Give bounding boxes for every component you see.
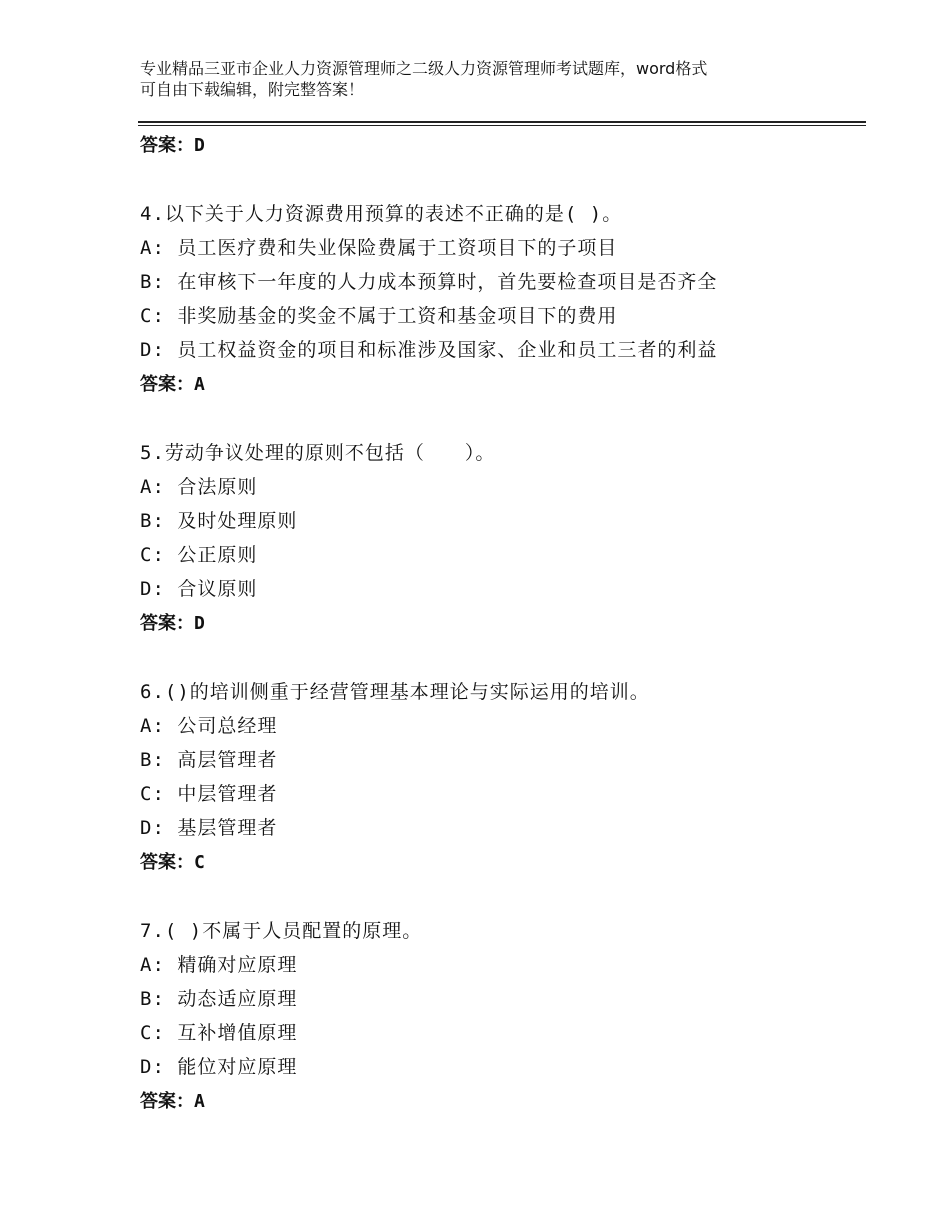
q5-stem: 5.劳动争议处理的原则不包括（ ）。 (140, 442, 496, 464)
q6-option-a: A: 公司总经理 (140, 715, 278, 737)
header-line-2: 可自由下载编辑，附完整答案！ (140, 80, 365, 99)
q7-option-d: D: 能位对应原理 (140, 1056, 298, 1078)
answer-value: C (194, 852, 205, 873)
q5-option-d: D: 合议原则 (140, 578, 258, 600)
q6-option-c: C: 中层管理者 (140, 783, 278, 805)
q6-answer (140, 848, 205, 874)
answer-label: 答案： (140, 613, 194, 634)
q7-option-b: B: 动态适应原理 (140, 988, 298, 1010)
q7-stem: 7.( )不属于人员配置的原理。 (140, 920, 423, 942)
document-header (140, 58, 840, 100)
q5-option-b: B: 及时处理原则 (140, 510, 298, 532)
header-divider-thin (138, 125, 866, 126)
q7-option-a: A: 精确对应原理 (140, 954, 298, 976)
q4-stem: 4.以下关于人力资源费用预算的表述不正确的是( )。 (140, 203, 623, 225)
q4-option-c: C: 非奖励基金的奖金不属于工资和基金项目下的费用 (140, 305, 618, 327)
answer-value: A (194, 374, 205, 395)
answer-label: 答案： (140, 374, 194, 395)
q7-option-c: C: 互补增值原理 (140, 1022, 298, 1044)
q4-option-b: B: 在审核下一年度的人力成本预算时，首先要检查项目是否齐全 (140, 271, 718, 293)
q3-answer (140, 131, 205, 157)
q4-option-d: D: 员工权益资金的项目和标准涉及国家、企业和员工三者的利益 (140, 339, 718, 361)
answer-value: D (194, 135, 205, 156)
answer-value: A (194, 1091, 205, 1112)
answer-label: 答案： (140, 1091, 194, 1112)
answer-label: 答案： (140, 852, 194, 873)
q6-option-d: D: 基层管理者 (140, 817, 278, 839)
q5-option-a: A: 合法原则 (140, 476, 258, 498)
q5-answer (140, 609, 205, 635)
q5-option-c: C: 公正原则 (140, 544, 258, 566)
q6-stem: 6.()的培训侧重于经营管理基本理论与实际运用的培训。 (140, 681, 650, 703)
header-divider-thick (138, 121, 866, 123)
header-line-1: 专业精品三亚市企业人力资源管理师之二级人力资源管理师考试题库，word格式 (140, 59, 708, 78)
q7-answer (140, 1087, 205, 1113)
q6-option-b: B: 高层管理者 (140, 749, 278, 771)
q4-option-a: A: 员工医疗费和失业保险费属于工资项目下的子项目 (140, 237, 618, 259)
q4-answer (140, 370, 205, 396)
answer-label: 答案： (140, 135, 194, 156)
answer-value: D (194, 613, 205, 634)
